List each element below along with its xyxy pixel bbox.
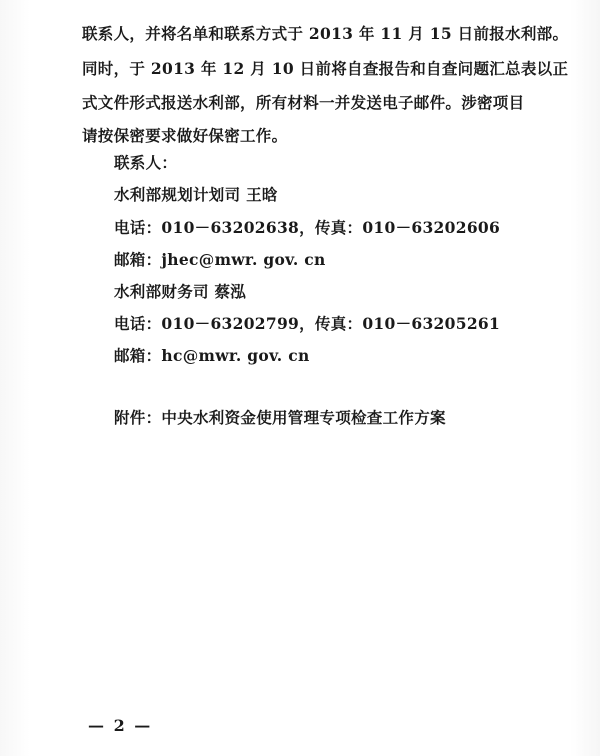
contact-2-email: 邮箱：hc@mwr. gov. cn [114, 346, 310, 365]
body-line-1: 联系人，并将名单和联系方式于 2013 年 11 月 15 日前报水利部。 [82, 24, 569, 43]
body-line-2: 同时，于 2013 年 12 月 10 日前将自查报告和自查问题汇总表以正 [82, 59, 569, 78]
body-line-4: 请按保密要求做好保密工作。 [82, 126, 288, 145]
page-number: — 2 — [88, 716, 153, 735]
contact-1-phone-fax: 电话：010－63202638，传真：010－63202606 [114, 218, 501, 237]
body-line-3: 式文件形式报送水利部，所有材料一并发送电子邮件。涉密项目 [82, 93, 525, 112]
attachment-line: 附件：中央水利资金使用管理专项检查工作方案 [114, 408, 446, 427]
contact-2-phone-fax: 电话：010－63202799，传真：010－63205261 [114, 314, 501, 333]
contact-2-department: 水利部财务司 蔡泓 [114, 282, 247, 301]
contact-1-email: 邮箱：jhec@mwr. gov. cn [114, 250, 326, 269]
contact-1-department: 水利部规划计划司 王晗 [114, 185, 278, 204]
contacts-heading: 联系人： [114, 153, 178, 172]
